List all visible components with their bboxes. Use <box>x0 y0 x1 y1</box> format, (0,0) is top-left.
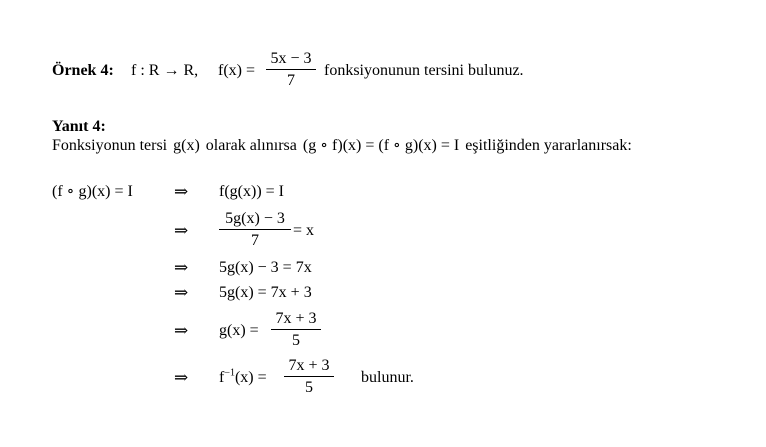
step-4: 5g(x) = 7x + 3 <box>219 284 312 301</box>
step-2-fraction <box>219 210 291 250</box>
inverse-superscript: −1 <box>224 367 235 379</box>
conclusion-text: bulunur. <box>361 369 414 386</box>
fraction-numerator: 7x + 3 <box>288 357 330 374</box>
example-label: Örnek 4: <box>52 62 114 79</box>
fraction-bar <box>266 69 316 70</box>
fraction-denominator: 7 <box>287 72 295 89</box>
fraction-denominator: 5 <box>305 379 313 396</box>
answer-label: Yanıt 4: <box>52 118 106 135</box>
fraction-numerator: 7x + 3 <box>275 310 317 327</box>
answer-intro <box>52 137 632 155</box>
answer-intro-b: olarak alınırsa <box>205 137 297 154</box>
implies-arrow-3: ⇒ <box>174 258 189 277</box>
implies-arrow-2: ⇒ <box>174 221 189 240</box>
example-function-lhs: f(x) = <box>218 62 256 79</box>
fraction-bar <box>271 329 321 330</box>
step-5-fraction <box>271 310 321 350</box>
implies-arrow-4: ⇒ <box>174 283 189 302</box>
step-6-fraction <box>284 357 334 397</box>
example-mapping: f : R → R, <box>131 62 199 79</box>
answer-intro-c: eşitliğinden yararlanırsak: <box>465 137 632 154</box>
fraction-denominator: 5 <box>292 332 300 349</box>
answer-intro-identity: (g ∘ f)(x) = (f ∘ g)(x) = I <box>302 137 460 154</box>
step-start: (f ∘ g)(x) = I <box>52 183 133 200</box>
step-1: f(g(x)) = I <box>219 183 284 200</box>
inverse-lhs: (x) = <box>234 369 267 386</box>
step-6-lhs <box>219 369 267 387</box>
step-3: 5g(x) − 3 = 7x <box>219 259 312 276</box>
fraction-bar <box>284 376 334 377</box>
example-function-fraction <box>266 50 316 90</box>
implies-arrow-1: ⇒ <box>174 182 189 201</box>
fraction-numerator: 5x − 3 <box>270 50 312 67</box>
fraction-numerator: 5g(x) − 3 <box>225 210 285 227</box>
step-5-lhs: g(x) = <box>219 322 259 339</box>
implies-arrow-6: ⇒ <box>174 368 189 387</box>
step-2-rhs: = x <box>293 222 315 239</box>
answer-intro-a: Fonksiyonun tersi <box>52 137 168 154</box>
fraction-bar <box>219 229 291 230</box>
inverse-f: f <box>219 369 225 386</box>
example-statement: fonksiyonunun tersini bulunuz. <box>324 62 524 79</box>
fraction-denominator: 7 <box>251 232 259 249</box>
answer-intro-g: g(x) <box>173 137 200 154</box>
implies-arrow-5: ⇒ <box>174 321 189 340</box>
